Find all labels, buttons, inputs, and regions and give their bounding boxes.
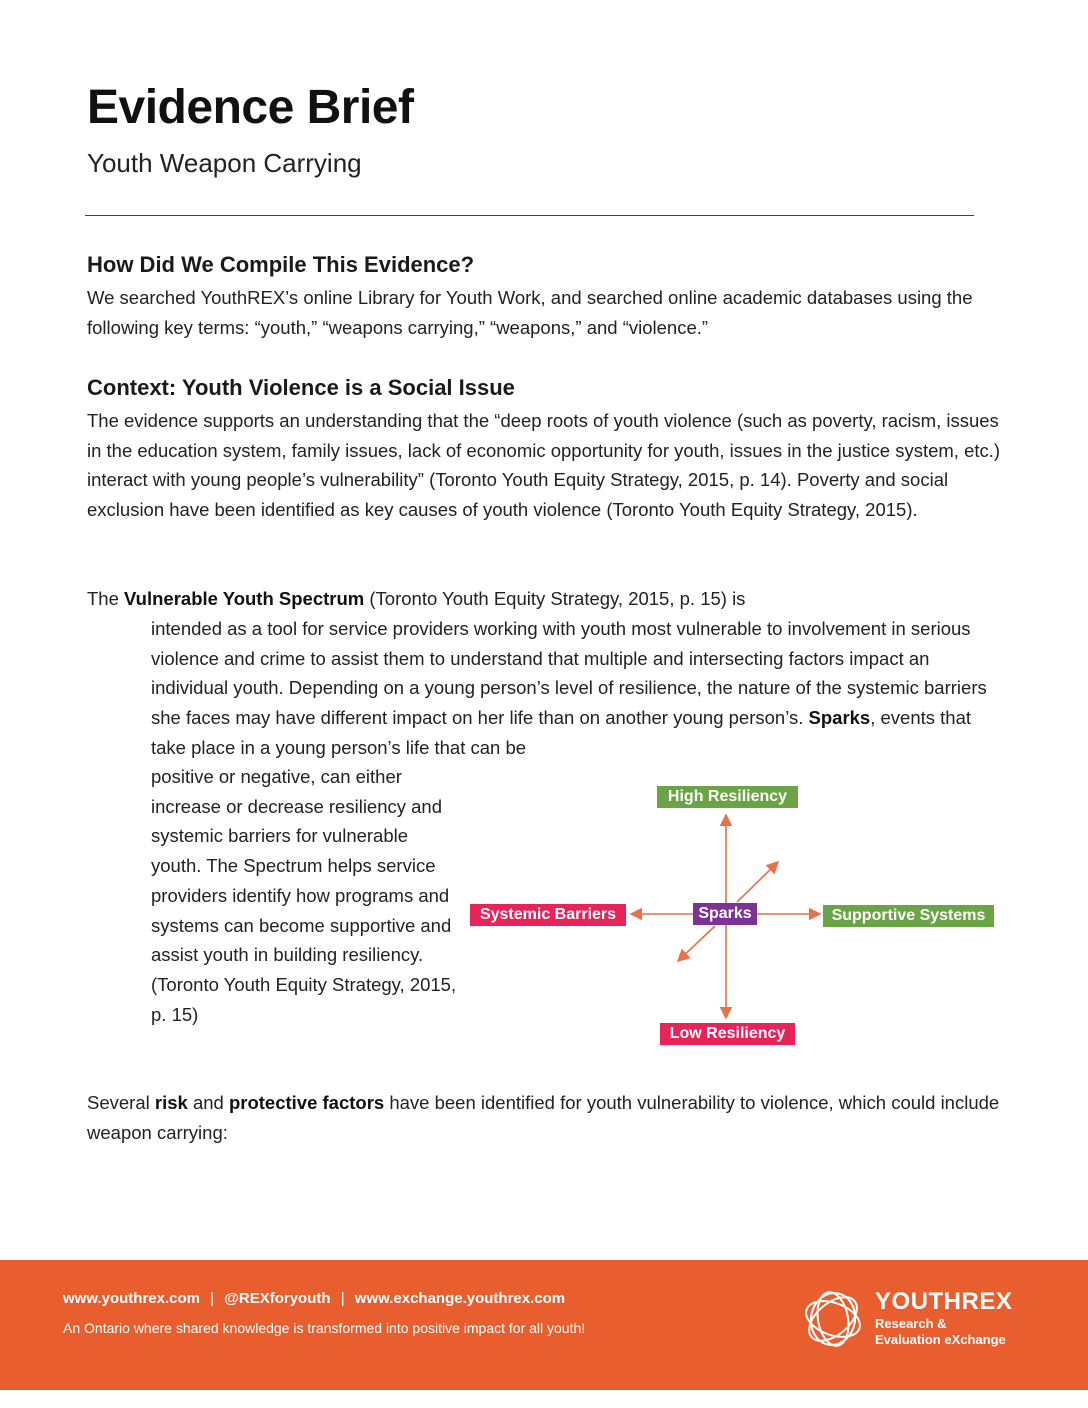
youthrex-logo-icon bbox=[800, 1286, 866, 1352]
logo-name: YOUTHREX bbox=[875, 1288, 1013, 1315]
spectrum-intro-citation: (Toronto Youth Equity Strategy, 2015, p. 15) is bbox=[369, 588, 746, 609]
footer-separator: | bbox=[210, 1290, 215, 1307]
spectrum-intro-prefix: The bbox=[87, 588, 119, 609]
block-quote-continuation: , events that take place in a young person’s life that can be bbox=[151, 707, 972, 758]
spectrum-intro bbox=[87, 584, 1017, 614]
closing-text-1: Several bbox=[87, 1092, 150, 1113]
closing-paragraph bbox=[87, 1088, 1007, 1147]
spectrum-intro-term: Vulnerable Youth Spectrum bbox=[124, 588, 365, 609]
logo-subtitle-line1: Research & bbox=[875, 1316, 947, 1331]
footer-link-exchange[interactable]: www.exchange.youthrex.com bbox=[354, 1290, 566, 1307]
section-body-context: The evidence supports an understanding that the “deep roots of youth violence (such as poverty, racism, issues in the education system, family issues, lack of economic opportunity for youth, issues in the justice system, etc.) interact with young people’s vulnerability” (Toronto Youth Equity Strategy, 2015, p. 14). Poverty and social exclusion have been identified as key causes of youth violence (Toronto Youth Equity Strategy, 2015). bbox=[87, 410, 1001, 521]
logo-subtitle-line2: Evaluation eXchange bbox=[875, 1332, 1006, 1347]
footer-tagline: An Ontario where shared knowledge is transformed into positive impact for all youth! bbox=[63, 1320, 586, 1336]
block-quote-text: intended as a tool for service providers working with youth most vulnerable to involvement in serious violence and crime to assist them to understand that multiple and intersecting factors impact an individual youth. Depending on a young person’s level of resilience, the nature of the systemic barriers she faces may have different impact on her life than on another young person’s. bbox=[151, 618, 987, 729]
footer-link-website[interactable]: www.youthrex.com bbox=[63, 1290, 200, 1307]
vulnerable-youth-spectrum-diagram bbox=[465, 780, 1005, 1050]
label-low-resiliency: Low Resiliency bbox=[660, 1023, 795, 1045]
footer-links bbox=[63, 1290, 565, 1307]
page-subtitle: Youth Weapon Carrying bbox=[87, 148, 362, 178]
closing-protective-factors: protective factors bbox=[228, 1092, 385, 1113]
section-heading-context: Context: Youth Violence is a Social Issue bbox=[87, 375, 515, 400]
arrow-diagonal-down bbox=[678, 926, 715, 961]
closing-text-2: and bbox=[192, 1092, 224, 1113]
block-quote-top bbox=[151, 614, 1011, 763]
block-quote-left: positive or negative, can either increase or decrease resiliency and systemic barriers for vulnerable youth. The Spectrum helps service providers identify how programs and systems can become supportive and assist youth in building resiliency. (Toronto Youth Equity Strategy, 2015, p. 15) bbox=[151, 766, 457, 1025]
arrow-diagonal-up bbox=[737, 862, 778, 902]
footer-link-twitter[interactable]: @REXforyouth bbox=[224, 1290, 331, 1307]
closing-text-3: have been identified for youth vulnerability to violence, which could include weapon carrying: bbox=[87, 1092, 1000, 1143]
label-supportive-systems: Supportive Systems bbox=[823, 905, 994, 927]
label-systemic-barriers: Systemic Barriers bbox=[470, 904, 626, 926]
sparks-term: Sparks bbox=[808, 707, 871, 729]
label-sparks: Sparks bbox=[693, 903, 757, 925]
closing-risk: risk bbox=[154, 1092, 188, 1113]
title-divider bbox=[85, 215, 974, 216]
page-title: Evidence Brief bbox=[87, 81, 414, 134]
section-body-compile: We searched YouthREX’s online Library for Youth Work, and searched online academic databases using the following key terms: “youth,” “weapons carrying,” “weapons,” and “violence.” bbox=[87, 287, 973, 338]
footer-banner bbox=[0, 1260, 1088, 1390]
section-heading-compile: How Did We Compile This Evidence? bbox=[87, 252, 475, 277]
footer-separator: | bbox=[340, 1290, 345, 1307]
label-high-resiliency: High Resiliency bbox=[657, 786, 798, 808]
